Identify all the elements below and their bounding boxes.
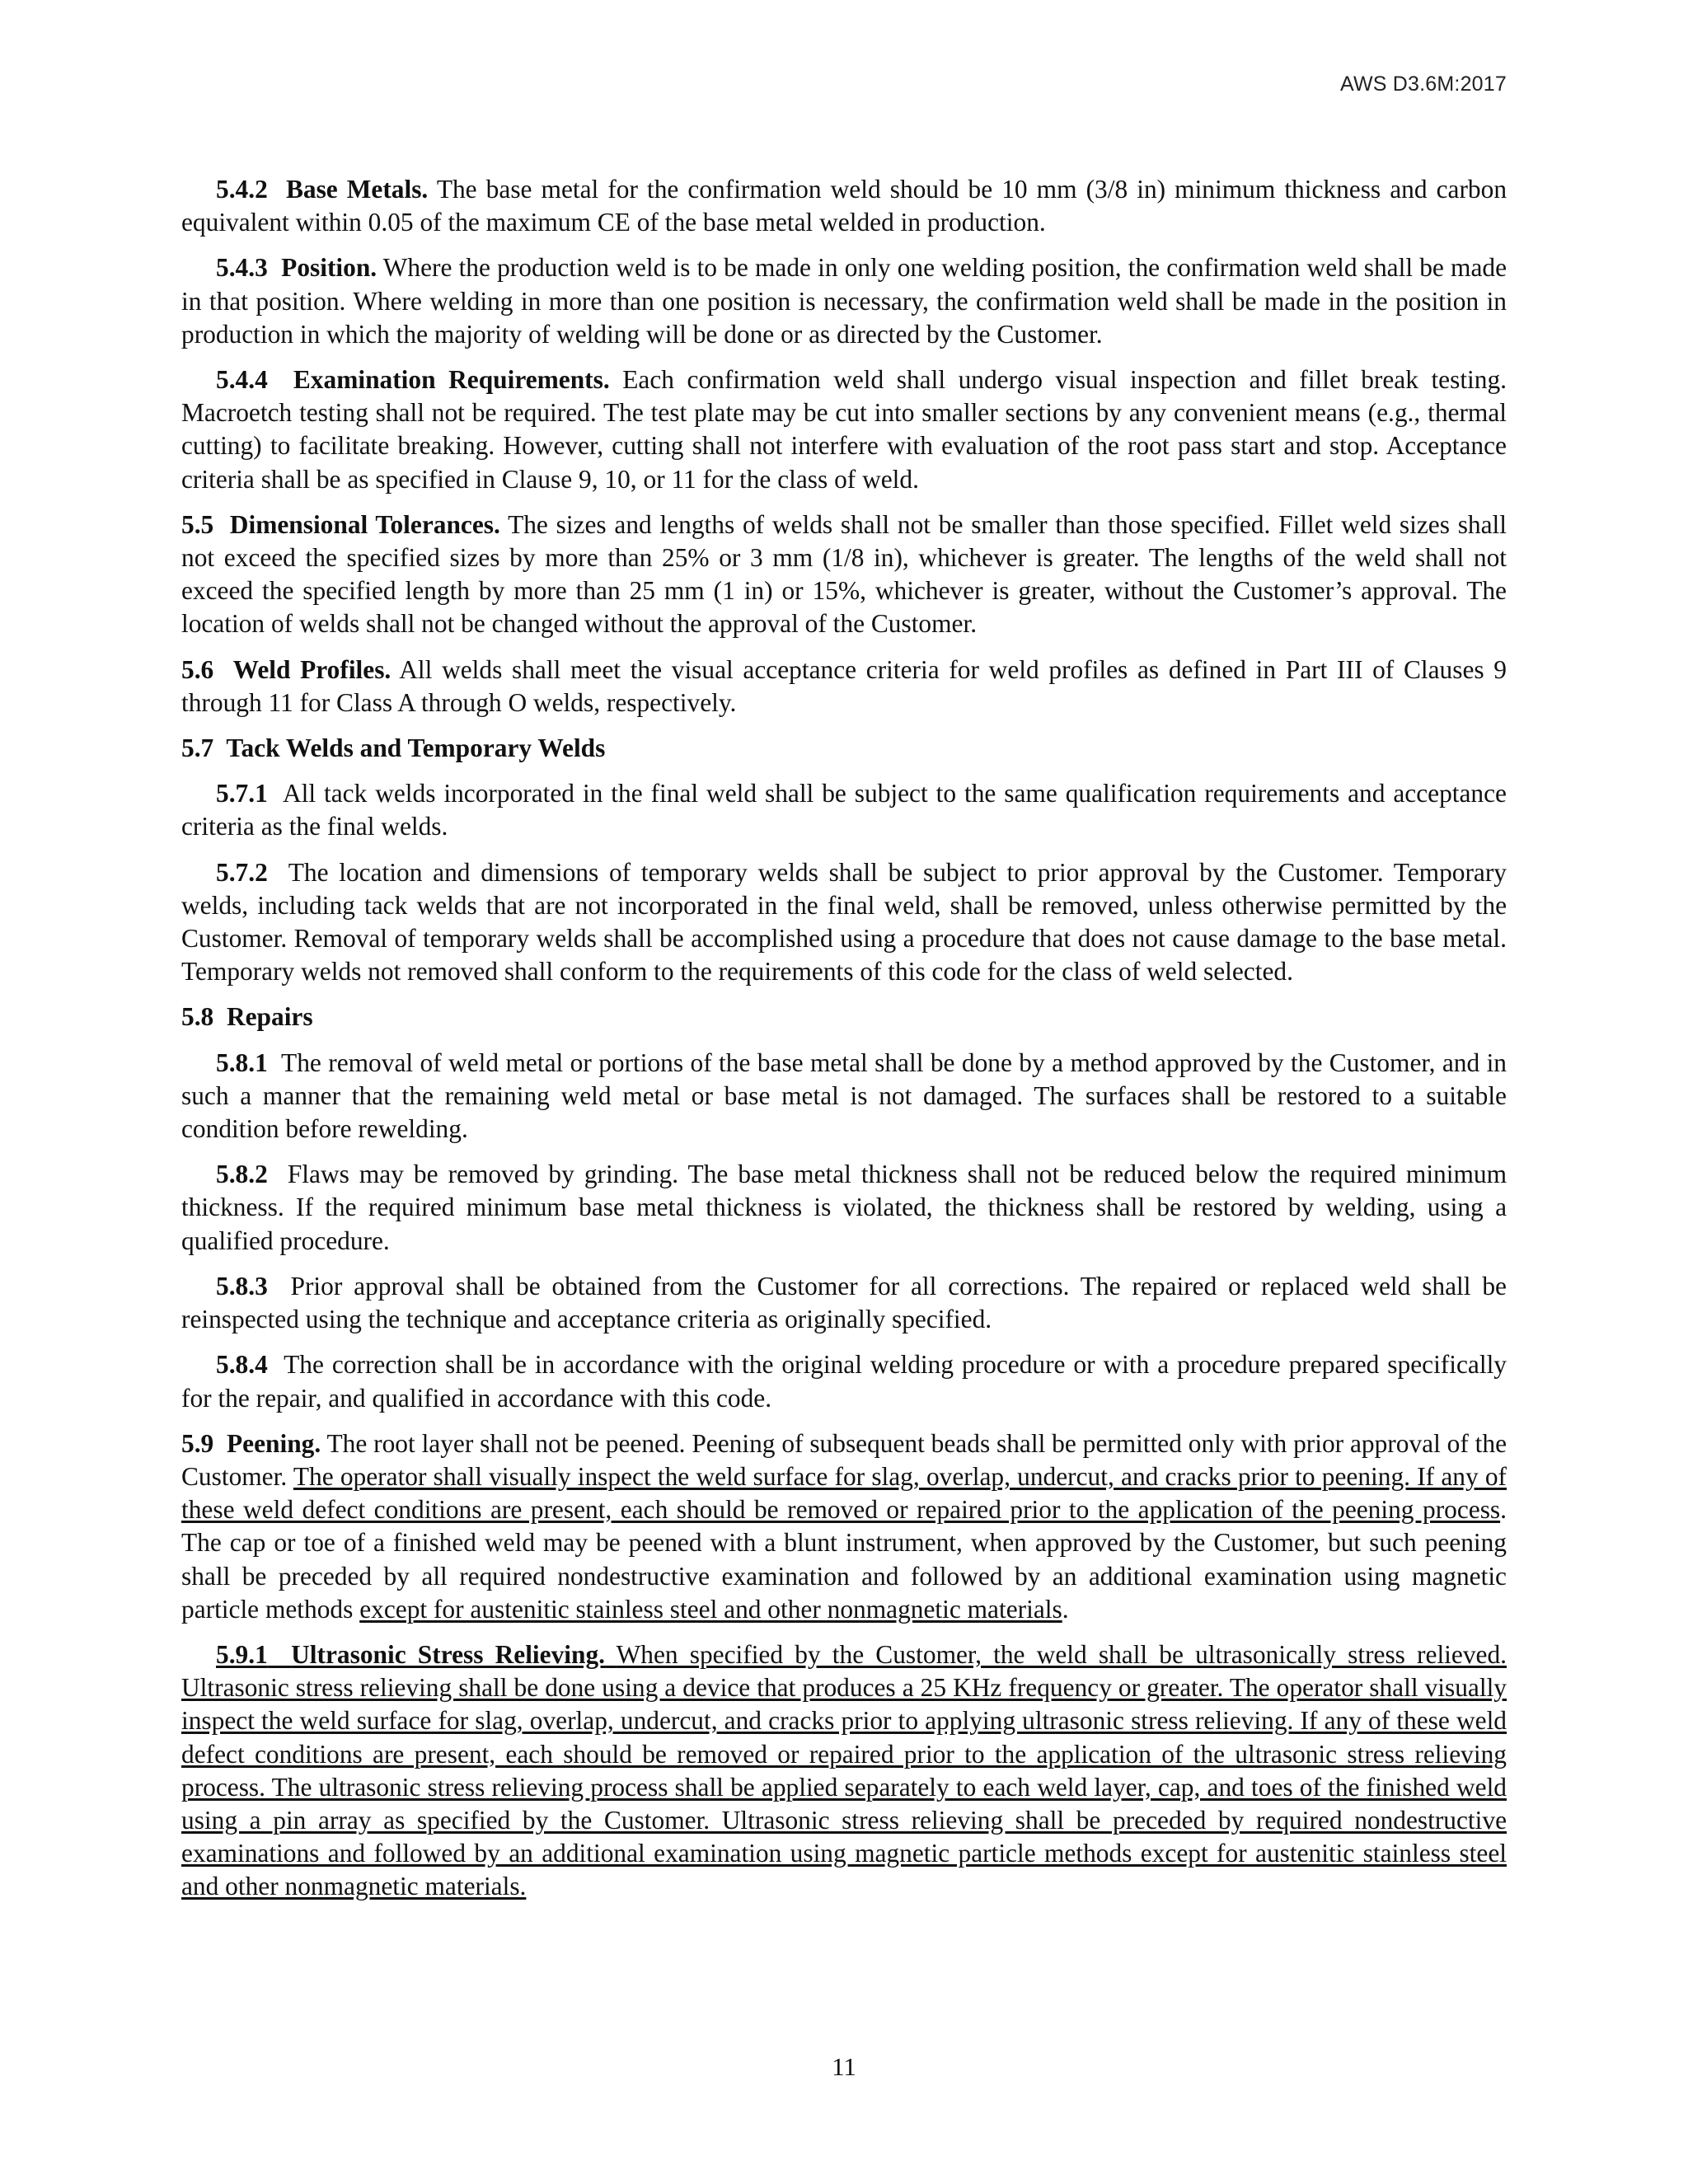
section-text: All tack welds incorporated in the final weld shall be subject to the same qualification requirements and acceptance criteria as the final welds.: [181, 779, 1507, 841]
section-5-8-heading: [181, 1001, 1507, 1033]
underlined-revision-text: The operator shall visually inspect the weld surface for slag, overlap, undercut, and cracks prior to peening. If any of these weld defect conditions are present, each should be removed or repaired prior to the application of the peening process: [181, 1461, 1507, 1525]
section-number: 5.6: [181, 654, 214, 684]
section-text: .: [1062, 1594, 1069, 1624]
section-number: 5.9.1: [216, 1639, 268, 1669]
section-5-4-2: [181, 173, 1507, 239]
section-number: 5.9: [181, 1428, 214, 1458]
section-text: The sizes and lengths of welds shall not be smaller than those specified. Fillet weld sizes shall not exceed the specified sizes by more than 25% or 3 mm (1/8 in), whichever is greater. The lengths of the weld shall not exceed the specified length by more than 25 mm (1 in) or 15%, whichever is greater, without the Customer’s approval. The location of welds shall not be changed without the approval of the Customer.: [181, 509, 1507, 639]
section-number: 5.8.3: [216, 1271, 268, 1301]
section-text: The correction shall be in accordance with the original welding procedure or with a procedure prepared specifically for the repair, and qualified in accordance with this code.: [181, 1350, 1507, 1413]
section-title: Repairs: [226, 1002, 313, 1032]
underlined-revision-text: except for austenitic stainless steel and other nonmagnetic materials: [359, 1594, 1062, 1624]
section-5-4-3: [181, 251, 1507, 351]
section-5-7-heading: [181, 732, 1507, 765]
section-number: 5.7.2: [216, 857, 268, 887]
section-number: 5.4.4: [216, 365, 268, 395]
section-5-9-1: [181, 1638, 1507, 1904]
section-title: Base Metals.: [285, 175, 429, 204]
section-text: . The cap or toe of a finished weld may be peened with a blunt instrument, when approved by the Customer, but such peening shall be preceded by all required nondestructive examination and followed by an additional examination using magnetic particle methods: [181, 1495, 1507, 1624]
section-number: 5.8.4: [216, 1350, 268, 1380]
section-text: The location and dimensions of temporary welds shall be subject to prior approval by the Customer. Temporary welds, including tack welds that are not incorporated in the final weld, shall be removed, unless otherwise permitted by the Customer. Removal of temporary welds shall be accomplished using a procedure that does not cause damage to the base metal. Temporary welds not removed shall conform to the requirements of this code for the class of weld selected.: [181, 857, 1507, 987]
section-text: Prior approval shall be obtained from the Customer for all corrections. The repaired or replaced weld shall be reinspected using the technique and acceptance criteria as originally specified.: [181, 1271, 1507, 1334]
section-number: 5.8.1: [216, 1047, 268, 1077]
section-5-7-1: [181, 777, 1507, 843]
section-number: 5.4.2: [216, 175, 268, 204]
section-5-4-4: [181, 363, 1507, 496]
document-body: [181, 173, 1507, 1916]
section-5-6: [181, 654, 1507, 719]
section-text: Where the production weld is to be made in only one welding position, the confirmation weld shall be made in that position. Where welding in more than one position is necessary, the confirmation weld shall be made in the position in production in which the majority of welding will be done or as directed by the Customer.: [181, 253, 1507, 349]
section-number: 5.8.2: [216, 1160, 268, 1189]
section-title: Examination Requirements.: [293, 365, 610, 395]
section-title: Dimensional Tolerances.: [229, 509, 500, 539]
section-title: Tack Welds and Temporary Welds: [226, 733, 606, 763]
section-5-8-2: [181, 1158, 1507, 1258]
page-number: 11: [832, 2052, 856, 2081]
section-text: The root layer shall not be peened. Peening of subsequent beads shall be permitted only with prior approval of the Customer.: [181, 1428, 1507, 1491]
document-id-header: AWS D3.6M:2017: [1340, 73, 1507, 96]
section-5-7-2: [181, 856, 1507, 989]
section-text: Flaws may be removed by grinding. The base metal thickness shall not be reduced below the required minimum thickness. If the required minimum base metal thickness is violated, the thickness shall be restored by welding, using a qualified procedure.: [181, 1160, 1507, 1255]
section-text: Each confirmation weld shall undergo visual inspection and fillet break testing. Macroetch testing shall not be required. The test plate may be cut into smaller sections by any convenient means (e.g., thermal cutting) to facilitate breaking. However, cutting shall not interfere with evaluation of the root pass start and stop. Acceptance criteria shall be as specified in Clause 9, 10, or 11 for the class of weld.: [181, 365, 1507, 494]
section-text: The removal of weld metal or portions of the base metal shall be done by a method approved by the Customer, and in such a manner that the remaining weld metal or base metal is not damaged. The surfaces shall be restored to a suitable condition before rewelding.: [181, 1047, 1507, 1144]
section-title: Weld Profiles.: [232, 654, 392, 684]
section-5-8-1: [181, 1047, 1507, 1146]
section-5-9: [181, 1427, 1507, 1626]
section-title: Position.: [281, 253, 377, 283]
section-number: 5.5: [181, 509, 214, 539]
section-number: 5.7: [181, 733, 214, 763]
section-text: All welds shall meet the visual acceptance criteria for weld profiles as defined in Part III of Clauses 9 through 11 for Class A through O welds, respectively.: [181, 654, 1507, 717]
section-5-8-4: [181, 1348, 1507, 1414]
section-title: Peening.: [226, 1428, 321, 1458]
section-text: When specified by the Customer, the weld shall be ultrasonically stress relieved. Ultrasonic stress relieving shall be done using a device that produces a 25 KHz frequency or greater. The operator shall visually inspect the weld surface for slag, overlap, undercut, and cracks prior to applying ultrasonic stress relieving. If any of these weld defect conditions are present, each should be removed or repaired prior to the application of the ultrasonic stress relieving process. The ultrasonic stress relieving process shall be applied separately to each weld layer, cap, and toes of the finished weld using a pin array as specified by the Customer. Ultrasonic stress relieving shall be preceded by required nondestructive examinations and followed by an additional examination using magnetic particle methods except for austenitic stainless steel and other nonmagnetic materials.: [181, 1639, 1507, 1901]
section-title: Ultrasonic Stress Relieving.: [291, 1639, 606, 1669]
section-number: 5.7.1: [216, 779, 268, 808]
section-number: 5.4.3: [216, 253, 268, 283]
section-5-8-3: [181, 1270, 1507, 1336]
section-5-5: [181, 509, 1507, 641]
section-text: The base metal for the confirmation weld should be 10 mm (3/8 in) minimum thickness and carbon equivalent within 0.05 of the maximum CE of the base metal welded in production.: [181, 175, 1507, 237]
section-number: 5.8: [181, 1002, 214, 1032]
